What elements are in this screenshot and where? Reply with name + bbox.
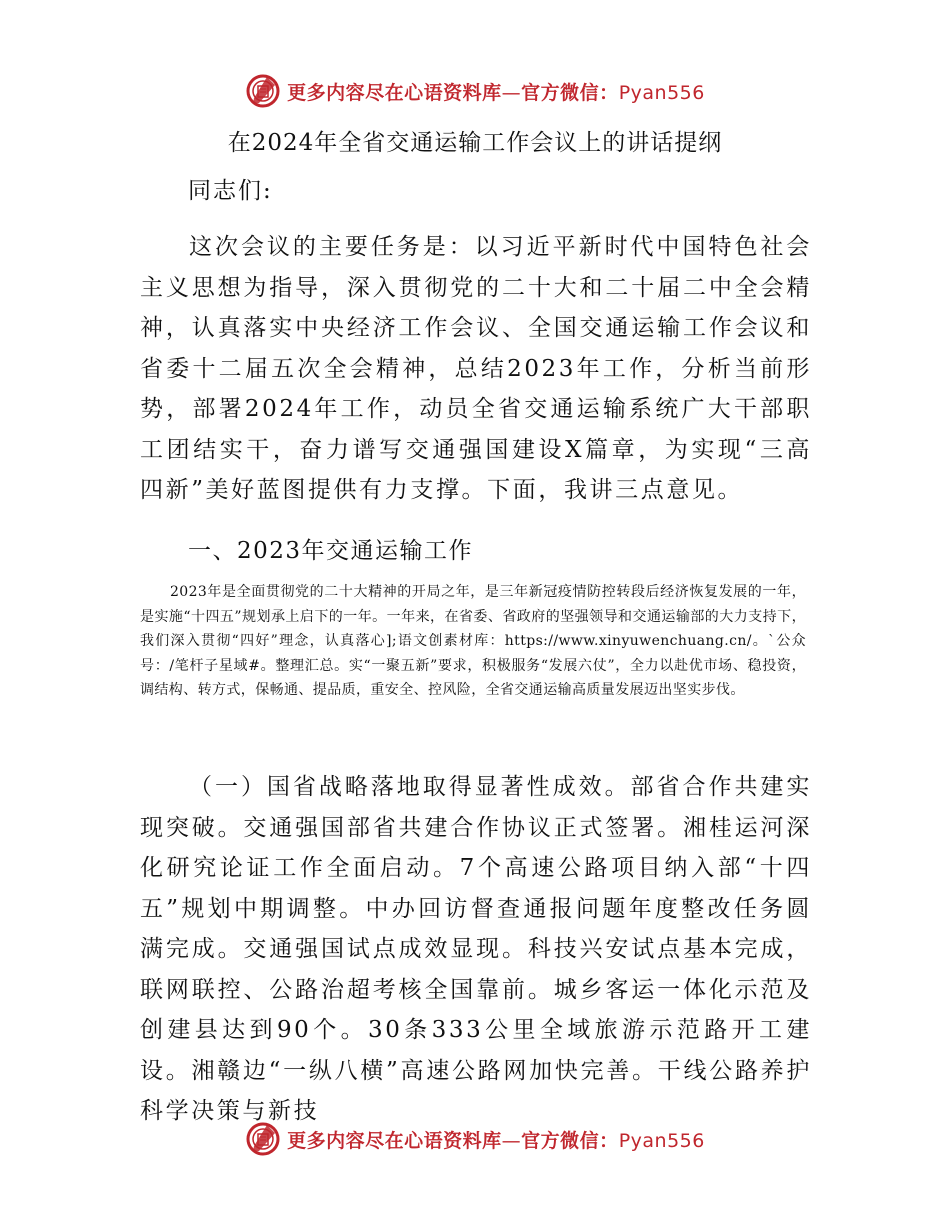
paragraph-intro: 这次会议的主要任务是：以习近平新时代中国特色社会主义思想为指导，深入贯彻党的二十大和二十届二中全会精神，认真落实中央经济工作会议、全国交通运输工作会议和省委十二届五次全会精神，总结2023年工作，分析当前形势，部署2024年工作，动员全省交通运输系统广大干部职工团结实干，奋力谱写交通强国建设X篇章，为实现“三高四新”美好蓝图提供有力支撑。下面，我讲三点意见。 [140, 234, 812, 503]
salutation: 同志们: [188, 178, 273, 204]
paragraph-summary: 2023年是全面贯彻党的二十大精神的开局之年，是三年新冠疫情防控转段后经济恢复发展的一年，是实施“十四五”规划承上启下的一年。一年来，在省委、省政府的坚强领导和交通运输部的大力支持下，我们深入贯彻“四好”理念，认真落心];语文创素材库：https://www.xinyuwenchuang.cn/。`公众号：/笔杆子星域#。整理汇总。实“一聚五新”要求，积极服务“发展六仗”，全力以赴优市场、稳投资，调结构、转方式，保畅通、提品质，重安全、控风险，全省交通运输高质量发展迈出坚实步伐。 [140, 584, 806, 699]
watermark-banner-bottom [0, 1119, 950, 1159]
watermark-text: 更多内容尽在心语资料库—官方微信：Pyan556 [287, 1129, 705, 1152]
document-pen-logo-icon [245, 73, 281, 109]
document-title: 在2024年全省交通运输工作会议上的讲话提纲 [227, 130, 723, 156]
watermark-banner-top [0, 71, 950, 111]
document-pen-logo-icon [245, 1121, 281, 1157]
watermark-text: 更多内容尽在心语资料库—官方微信：Pyan556 [287, 81, 705, 104]
section-heading-1: 一、2023年交通运输工作 [188, 538, 474, 564]
paragraph-section-1-1: （一）国省战略落地取得显著性成效。部省合作共建实现突破。交通强国部省共建合作协议正式签署。湘桂运河深化研究论证工作全面启动。7个高速公路项目纳入部“十四五”规划中期调整。中办回访督查通报问题年度整改任务圆满完成。交通强国试点成效显现。科技兴安试点基本完成，联网联控、公路治超考核全国靠前。城乡客运一体化示范及创建县达到90个。30条333公里全域旅游示范路开工建设。湘赣边“一纵八横”高速公路网加快完善。干线公路养护科学决策与新技 [140, 774, 812, 1124]
